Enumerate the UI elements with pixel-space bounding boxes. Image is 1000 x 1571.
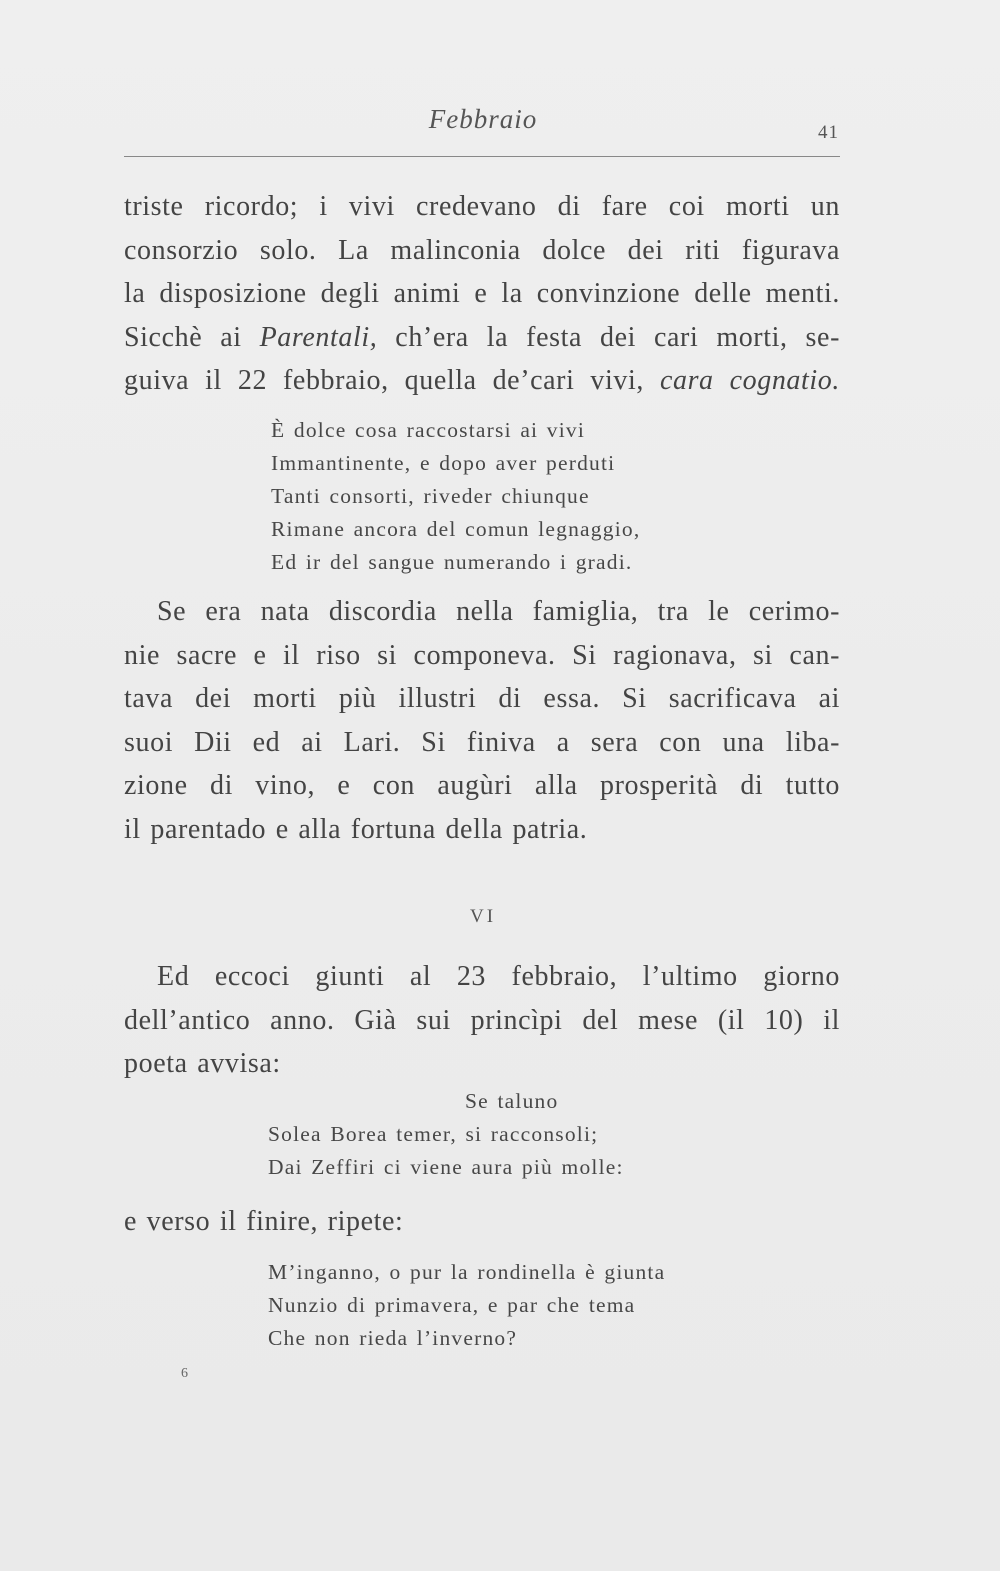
page-number: 41 <box>818 122 839 143</box>
verse-line: Rimane ancora del comun legnaggio, <box>271 517 641 541</box>
verse-line: Dai Zeffiri ci viene aura più molle: <box>268 1155 624 1179</box>
text-line: tava dei morti più illustri di essa. Si sacrificava ai <box>124 683 840 714</box>
text-line: zione di vino, e con augùri alla prosperità di tutto <box>124 770 840 801</box>
verse-quote-1 <box>271 414 640 579</box>
text-line: Ed eccoci giunti al 23 febbraio, l’ultimo giorno <box>157 961 840 992</box>
verse-line: Che non rieda l’inverno? <box>268 1326 518 1350</box>
verse-line: Immantinente, e dopo aver perduti <box>271 451 616 475</box>
verse-line: Nunzio di primavera, e par che tema <box>268 1293 636 1317</box>
running-head-title: Febbraio <box>428 104 538 134</box>
italic-term: Parentali, <box>259 321 378 353</box>
text-fragment: Sicchè ai <box>124 321 260 353</box>
text-line: nie sacre e il riso si componeva. Si ragionava, si can- <box>124 639 840 671</box>
verse-line: Tanti consorti, riveder chiunque <box>271 484 590 508</box>
text-line: suoi Dii ed ai Lari. Si finiva a sera con una liba- <box>124 726 840 758</box>
text-line: dell’antico anno. Già sui princìpi del mese (il 10) il <box>124 1004 840 1036</box>
text-line: poeta avvisa: <box>124 1048 281 1079</box>
header-rule <box>124 156 840 157</box>
verse-line: È dolce cosa raccostarsi ai vivi <box>271 418 586 442</box>
text-line <box>124 316 840 360</box>
text-line <box>124 359 840 403</box>
paragraph-3 <box>124 955 840 1086</box>
text-line: triste ricordo; i vivi credevano di fare coi morti un <box>124 191 840 222</box>
verse-quote-3 <box>268 1256 665 1355</box>
verse-quote-2 <box>268 1085 624 1184</box>
text-line: consorzio solo. La malinconia dolce dei riti figurava <box>124 234 840 266</box>
verse-line: Solea Borea temer, si racconsoli; <box>268 1122 599 1146</box>
paragraph-4 <box>124 1200 840 1244</box>
signature-mark: 6 <box>181 1366 188 1381</box>
section-number: VI <box>469 906 497 927</box>
verse-line: Ed ir del sangue numerando i gradi. <box>271 550 633 574</box>
text-fragment: guiva il 22 febbraio, quella de’cari vivi, <box>124 365 660 396</box>
text-line: e verso il finire, ripete: <box>124 1206 404 1237</box>
text-line: Se era nata discordia nella famiglia, tra le cerimo- <box>157 596 840 627</box>
text-fragment: ch’era la festa dei cari morti, se- <box>377 321 840 353</box>
paragraph-2 <box>124 590 840 851</box>
text-line: la disposizione degli animi e la convinzione delle menti. <box>124 278 840 309</box>
verse-line: M’inganno, o pur la rondinella è giunta <box>268 1260 666 1284</box>
italic-term: cara cognatio. <box>659 365 840 396</box>
paragraph-1 <box>124 185 840 403</box>
text-line: il parentado e alla fortuna della patria. <box>124 813 588 845</box>
verse-line: Se taluno <box>465 1089 559 1113</box>
